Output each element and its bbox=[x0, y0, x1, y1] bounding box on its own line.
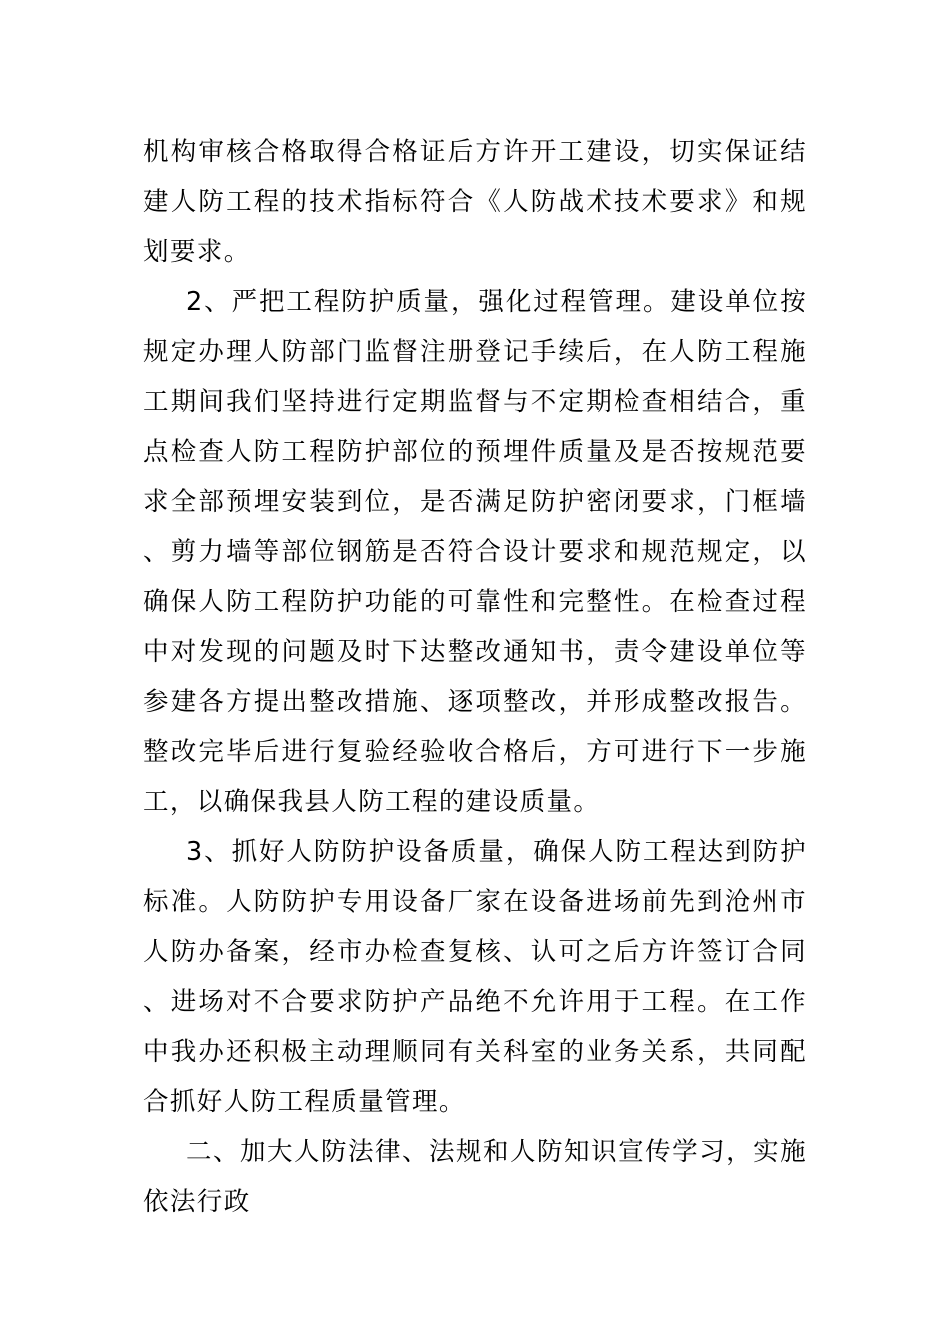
paragraph-continuation: 机构审核合格取得合格证后方许开工建设，切实保证结建人防工程的技术指标符合《人防战术技术要求》和规划要求。 bbox=[143, 137, 807, 267]
section-heading-2: 二、加大人防法律、法规和人防知识宣传学习，实施依法行政 bbox=[143, 1137, 807, 1217]
document-body bbox=[143, 127, 807, 1227]
paragraph-item-2: 2、严把工程防护质量，强化过程管理。建设单位按规定办理人防部门监督注册登记手续后，在人防工程施工期间我们坚持进行定期监督与不定期检查相结合，重点检查人防工程防护部位的预埋件质量及是否按规范要求全部预埋安装到位，是否满足防护密闭要求，门框墙、剪力墙等部位钢筋是否符合设计要求和规范规定，以确保人防工程防护功能的可靠性和完整性。在检查过程中对发现的问题及时下达整改通知书，责令建设单位等参建各方提出整改措施、逐项整改，并形成整改报告。整改完毕后进行复验经验收合格后，方可进行下一步施工，以确保我县人防工程的建设质量。 bbox=[143, 287, 807, 817]
paragraph-item-3: 3、抓好人防防护设备质量，确保人防工程达到防护标准。人防防护专用设备厂家在设备进场前先到沧州市人防办备案，经市办检查复核、认可之后方许签订合同、进场对不合要求防护产品绝不允许用于工程。在工作中我办还积极主动理顺同有关科室的业务关系，共同配合抓好人防工程质量管理。 bbox=[143, 837, 807, 1117]
